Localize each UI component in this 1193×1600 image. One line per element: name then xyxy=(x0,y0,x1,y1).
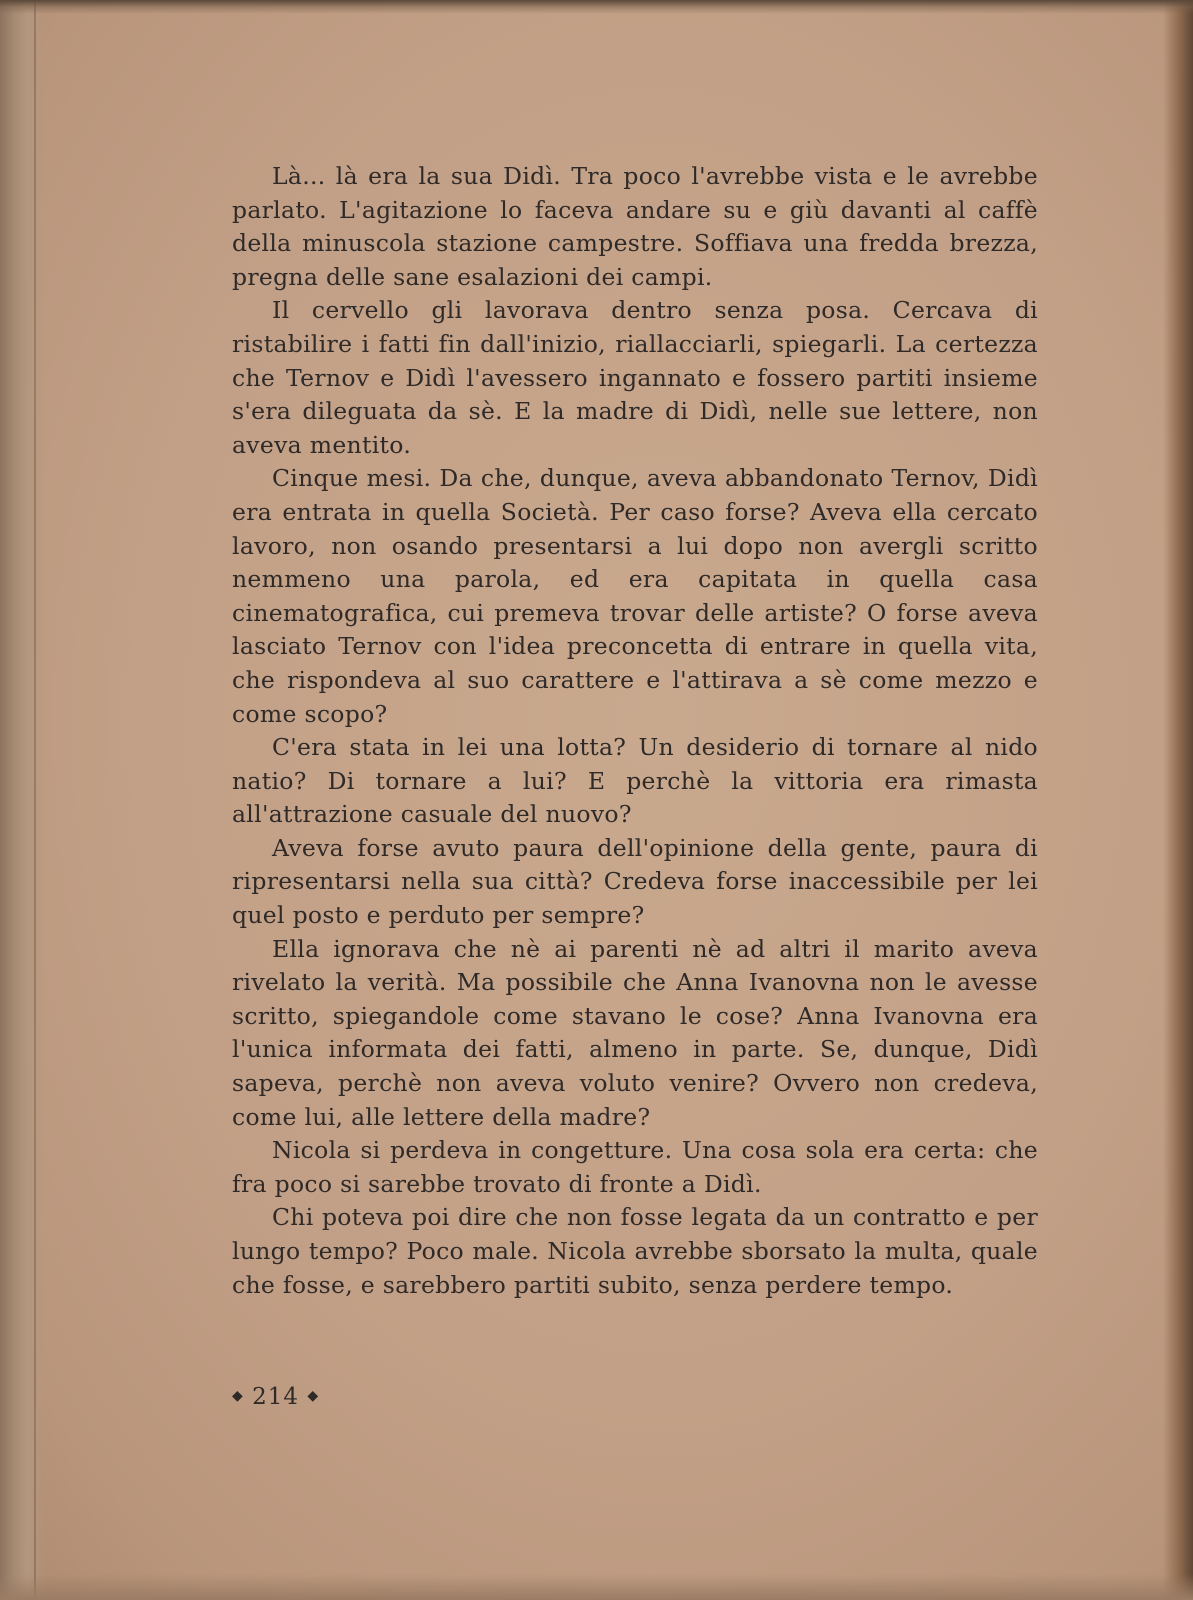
paragraph-2: Il cervello gli lavorava dentro senza posa. Cercava di ristabilire i fatti fin dall'inizio, riallacciarli, spiegarli. La certezza che Ternov e Didì l'avessero ingannato e fossero partiti insieme s'era dileguata da sè. E la madre di Didì, nelle sue lettere, non aveva mentito. xyxy=(232,296,1038,459)
paragraph-7: Nicola si perdeva in congetture. Una cosa sola era certa: che fra poco si sarebbe trovato di fronte a Didì. xyxy=(232,1136,1038,1198)
diamond-ornament-icon: ◆ xyxy=(232,1388,244,1404)
binding-crease xyxy=(34,0,36,1600)
binding-edge xyxy=(0,0,46,1600)
diamond-ornament-icon: ◆ xyxy=(307,1388,320,1404)
paragraph-3: Cinque mesi. Da che, dunque, aveva abbandonato Ternov, Didì era entrata in quella Società. Per caso forse? Aveva ella cercato lavoro, non osando presentarsi a lui dopo non avergli scritto nemmeno una parola, ed era capitata in quella casa cinematografica, cui premeva trovar delle artiste? O forse aveva lasciato Ternov con l'idea preconcetta di entrare in quella vita, che rispondeva al suo carattere e l'attirava a sè come mezzo e come scopo? xyxy=(232,464,1038,728)
page-number: 214 xyxy=(252,1384,299,1410)
right-page-edge xyxy=(1163,0,1193,1600)
paragraph-8: Chi poteva poi dire che non fosse legata da un contratto e per lungo tempo? Poco male. Nicola avrebbe sborsato la multa, quale che fosse, e sarebbero partiti subito, senza perdere tempo. xyxy=(232,1203,1038,1299)
page-number-footer xyxy=(232,1384,319,1410)
paragraph-4: C'era stata in lei una lotta? Un desiderio di tornare al nido natio? Di tornare a lui? E perchè la vittoria era rimasta all'attrazione casuale del nuovo? xyxy=(232,733,1038,829)
bottom-page-edge xyxy=(0,1574,1193,1600)
paragraph-5: Aveva forse avuto paura dell'opinione della gente, paura di ripresentarsi nella sua città? Credeva forse inaccessibile per lei quel posto e perduto per sempre? xyxy=(232,833,1038,930)
paragraph-1: Là... là era la sua Didì. Tra poco l'avrebbe vista e le avrebbe parlato. L'agitazione lo faceva andare su e giù davanti al caffè della minuscola stazione campestre. Soffiava una fredda brezza, pregna delle sane esalazioni dei campi. xyxy=(232,162,1038,291)
top-page-edge xyxy=(0,0,1193,14)
body-text xyxy=(232,160,1038,1302)
paragraph-6: Ella ignorava che nè ai parenti nè ad altri il marito aveva rivelato la verità. Ma possibile che Anna Ivanovna non le avesse scritto, spiegandole come stavano le cose? Anna Ivanovna era l'unica informata dei fatti, almeno in parte. Se, dunque, Didì sapeva, perchè non aveva voluto venire? Ovvero non credeva, come lui, alle lettere della madre? xyxy=(232,934,1038,1131)
